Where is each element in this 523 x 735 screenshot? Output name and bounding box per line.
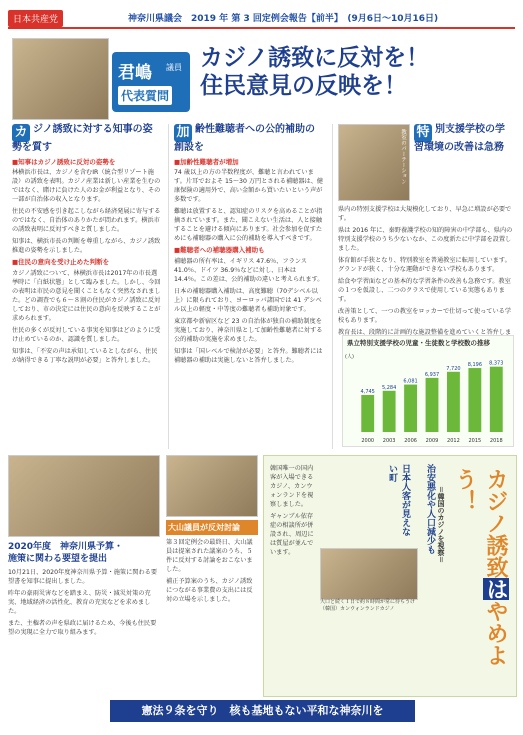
bar <box>426 378 439 432</box>
section-casino <box>12 124 162 468</box>
oyama-photo <box>166 455 258 517</box>
chart-svg <box>343 346 513 446</box>
paragraph: 補正予算案のうち、カジノ誘致につながる事業費の支出には反対の立場を示しました。 <box>166 578 253 603</box>
slogan-part: カジノ誘致 <box>483 468 509 578</box>
paragraph: 住民の多くが反対している事実を知事はどのように受け止めているのか、認識を質しました。 <box>12 327 161 343</box>
bar <box>468 368 481 432</box>
subhead: ■住民の意向を受け止めた判断を <box>12 258 110 266</box>
tick-label: 2015 <box>468 438 482 444</box>
paragraph: 昨年の豪雨災害などを踏まえ、防災・減災対策の充実、地域経済の活性化、教育の充実などを求めました。 <box>8 590 151 615</box>
paragraph: 林横浜市長は、カジノを含むIR（統合型リゾート施設）の誘致を表明。カジノ産業は新しい産業を生むのではなく、賭けに負けた人のお金が利益となり、その一部が自治体の収入となります。 <box>12 169 161 203</box>
footer-slogan: 憲法９条を守り 核も基地もない平和な神奈川を <box>110 700 415 722</box>
tick-label: 2018 <box>489 438 503 444</box>
casino-photo <box>320 548 418 600</box>
section-hearing <box>174 124 324 468</box>
paragraph: 知事は「国レベルで検討が必要」と答弁。難聴者には補聴器の補助は実施しないと答弁しました。 <box>174 348 323 364</box>
casino-heading: 日本人客が見えない町 <box>387 464 410 536</box>
section-title: ジノ誘致に対する知事の姿勢を質す <box>12 124 153 153</box>
question-type: 代表質問 <box>118 86 172 105</box>
subhead: ■難聴者への補聴器購入補助も <box>174 246 265 254</box>
school-chart <box>342 335 514 447</box>
paragraph: 給食や学習面などの基本的な学習条件の改善も急務です。教室の１つを仮設し、二つのクラスで使用している実態もあります。 <box>338 278 511 303</box>
classroom-photo <box>338 124 410 201</box>
paragraph: 東京都や新宿区など 23 の自治体が独自の補助制度を実施しており、神奈川県として加齢性難聴者に対する公的補助の実施を求めました。 <box>174 318 323 343</box>
paragraph: 体育館が手狭となり、特別教室を普通教室に転用しています。グランドが狭く、十分な運動ができない学校もあります。 <box>338 257 511 273</box>
headline-line1: カジノ誘致に反対を！ <box>200 44 430 71</box>
subhead: ■加齢性難聴者が増加 <box>174 158 239 166</box>
party-badge: 日本共産党 <box>8 10 63 27</box>
group-photo <box>8 455 160 537</box>
bar <box>383 391 396 432</box>
value-label: 8,373 <box>489 360 504 367</box>
paragraph: 日本の補聴器購入補助は、高度難聴（70デシベル以上）に限られており、ヨーロッパ諸国では 41 デシベル以上の軽度・中等度の難聴者も補助対象です。 <box>174 288 322 313</box>
headline-line2: 住民意見の反映を！ <box>200 72 407 99</box>
request-title: 施策に関わる要望を提出 <box>8 554 108 564</box>
request-title: 2020年度 神奈川県予算・ <box>8 542 124 552</box>
paragraph: 10月21日、2020年度神奈川県予算・施策に関わる要望書を知事に提出しました。 <box>8 569 158 585</box>
value-label: 8,196 <box>467 362 483 369</box>
name-box <box>112 52 190 112</box>
paragraph: カジノ誘致について、林横浜市長は2017年の市長選挙時に「白紙状態」として臨みました。しかし、今回の表明は市民の意見を聞くこともなく突然なされました。どの調査でも６〜８割の住民がカジノ誘致に反対しており、市の決定には住民の意向を反映することが求められます。 <box>12 270 161 322</box>
value-label: 4,745 <box>360 388 375 395</box>
paragraph: 県内の特別支援学校は大規模化しており、早急に増設が必要です。 <box>338 206 512 222</box>
slogan-part: やめよう！ <box>452 468 509 666</box>
bar <box>361 395 374 432</box>
header-rule <box>8 27 515 29</box>
bar <box>490 367 503 432</box>
section-badge: 加 <box>174 124 192 142</box>
paragraph: 知事は、横浜市長の判断を尊重しながら、カジノ誘致推進の姿勢を示しました。 <box>12 238 161 254</box>
tick-label: 2003 <box>382 438 396 444</box>
y-axis-label: (人) <box>345 354 354 360</box>
paragraph: 補聴器の所有率は、イギリス 47.6％、フランス 41.0％、ドイツ 36.9％などに対し、日本は 14.4％。この差は、公的補助の違いと考えられます。 <box>174 258 324 283</box>
oyama-title: 大山議員が反対討論 <box>166 520 258 535</box>
bar <box>404 385 417 432</box>
column-divider <box>168 124 169 449</box>
paragraph: 改善策として、一つの教室をロッカーで仕切って使っている学校もあります。 <box>338 308 512 324</box>
paragraph: 教育長は、段階的に計画的な施設整備を進めていくと答弁しま <box>338 329 512 335</box>
photo-label: 教室のパーテーション <box>400 129 406 184</box>
section-badge: 特 <box>414 124 432 142</box>
paragraph: 県は 2016 年に、秦野養護学校の知的障害の中学部も、県内の特別支援学校のうち少ないなか、この度新たに中学部を設置しました。 <box>338 227 513 252</box>
request-box <box>8 455 160 695</box>
paragraph: 第３回定例会の最終日、大山議員は提案された議案のうち、５件に反対する討論をおこないました。 <box>166 539 253 573</box>
casino-text <box>270 464 318 684</box>
tick-label: 2012 <box>447 438 460 444</box>
value-label: 5,284 <box>381 384 397 391</box>
casino-slogan <box>452 468 512 688</box>
subhead: ■知事はカジノ誘致に反対の姿勢を <box>12 158 116 166</box>
member-name: 君嶋 <box>118 63 152 83</box>
headline <box>200 44 510 100</box>
paragraph: 知事は、「不安の声は承知しているとしながら、住民が納得できる丁寧な説明が必要」と答弁しました。 <box>12 348 158 364</box>
photo-caption: 大口と続く１日で約８時間が常に待ちうけ（韓国）カンウォンランドカジノ <box>320 599 416 612</box>
slogan-part: は <box>483 578 509 600</box>
portrait-photo <box>12 38 109 120</box>
paragraph: 難聴は放置すると、認知症のリスクを高めることが指摘されています。また、聞こえない生活は、人と接触することを避ける傾向にあります。社会参加を促すためにも補聴器の購入に公的補助を導入すべきです。 <box>174 208 323 242</box>
section-title: 齢性難聴者への公的補助の創設を <box>174 124 315 153</box>
tick-label: 2009 <box>425 438 439 444</box>
paragraph: 74 歳以上の方の半数程度が、難聴と言われています。片耳でおよそ 15〜30 万円とされる補聴器は、健康保険の適用外で、高い金額から買いたいという声が多数です。 <box>174 169 324 203</box>
tick-label: 2006 <box>404 438 417 444</box>
value-label: 7,720 <box>446 365 461 372</box>
paragraph: また、主権者の声を県政に届けるため、今後も住民要望の実現に全力で取り組みます。 <box>8 620 157 636</box>
value-label: 6,937 <box>424 371 440 378</box>
column-divider <box>332 124 333 449</box>
casino-subtitle: ＝韓国のカジノを視察＝ <box>437 486 446 563</box>
paragraph: 住民の不安感を引き起こしながら経済発展に寄与するのではなく、自治体のありかたが問われます。横浜市の誘致表明に反対すべきと質しました。 <box>12 208 161 233</box>
casino-heading: 治安悪化や人口減少も <box>425 464 435 554</box>
member-suffix: 議員 <box>166 63 182 72</box>
bar <box>447 372 460 432</box>
paragraph: ギャンブル依存症の相談所が併設され、周辺には質屋が並んでいます。 <box>270 513 314 556</box>
paragraph: 韓国唯一の国内客が入場できるカジノ、カンウォンランドを視察しました。 <box>270 465 314 508</box>
chart-title: 県立特別支援学校の児童・生徒数と学校数の推移 <box>347 339 490 347</box>
tick-label: 2000 <box>361 438 375 444</box>
value-label: 6,081 <box>403 378 418 385</box>
oyama-box <box>166 455 258 695</box>
section-title: 別支援学校の学習環境の改善は急務 <box>414 124 505 153</box>
section-school <box>338 124 514 335</box>
page-header <box>8 8 515 26</box>
section-badge: カ <box>12 124 30 142</box>
report-title: 神奈川県議会 2019 年 第 3 回定例会報告【前半】 (9月6日〜10月16日) <box>128 14 439 24</box>
